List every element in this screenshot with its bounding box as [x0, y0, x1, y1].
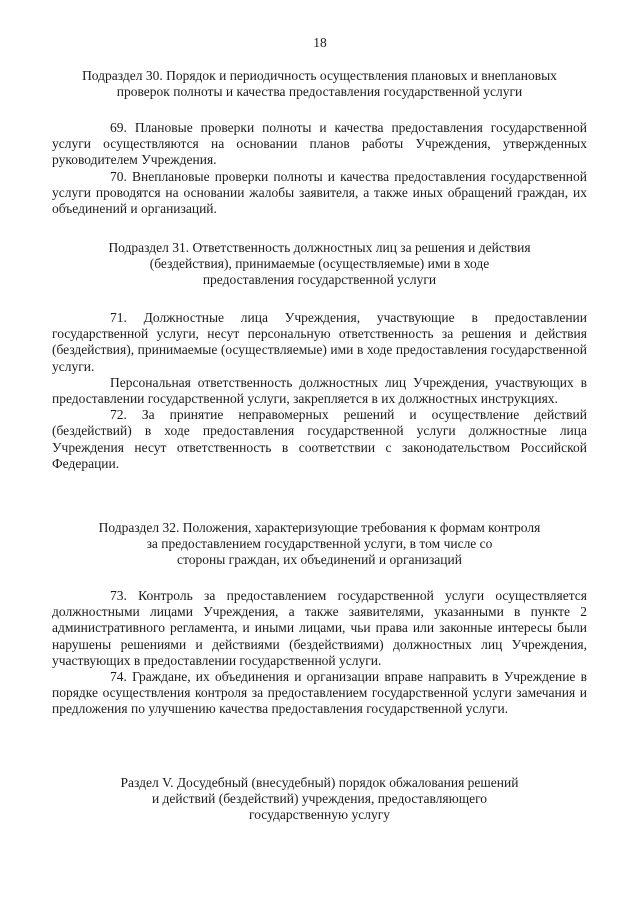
heading-line: (бездействия), принимаемые (осуществляемые) ими в ходе — [149, 256, 490, 272]
subsection-31-body — [52, 310, 587, 472]
heading-line: государственную услугу — [249, 807, 390, 823]
heading-line: и действий (бездействий) учреждения, предоставляющего — [151, 791, 488, 807]
paragraph-71: 71. Должностные лица Учреждения, участвующие в предоставлении государственной услуги, несут персональную ответственность за решения и действия (бездействия), принимаемые (осуществляемые) ими в ходе предоставления государственной услуги. — [52, 310, 587, 374]
heading-line: за предоставлением государственной услуги, в том числе со — [146, 536, 493, 552]
subsection-32-heading — [52, 520, 587, 569]
heading-line: предоставления государственной услуги — [202, 272, 437, 288]
paragraph-74: 74. Граждане, их объединения и организации вправе направить в Учреждение в порядке осуществления контроля за предоставлением государственной услуги замечания и предложения по улучшению качества предоставления государственной услуги. — [52, 669, 587, 717]
heading-line: стороны граждан, их объединений и организаций — [177, 552, 462, 568]
paragraph-69: 69. Плановые проверки полноты и качества предоставления государственной услуги осуществляются на основании планов работы Учреждения, утвержденных руководителем Учреждения. — [52, 120, 587, 168]
heading-line: Подраздел 32. Положения, характеризующие требования к формам контроля — [98, 520, 541, 535]
subsection-30-body — [52, 120, 587, 217]
heading-line: Подраздел 31. Ответственность должностных лиц за решения и действия — [108, 240, 531, 255]
paragraph-70: 70. Внеплановые проверки полноты и качества предоставления государственной услуги проводятся на основании жалобы заявителя, а также иных обращений граждан, их объединений и организаций. — [52, 168, 587, 217]
section-5-heading — [52, 775, 587, 824]
heading-line: Подраздел 30. Порядок и периодичность осуществления плановых и внеплановых — [82, 68, 557, 83]
subsection-32-body — [52, 588, 587, 718]
page-number: 18 — [313, 35, 327, 50]
subsection-30-heading — [52, 68, 587, 100]
paragraph-personal-responsibility: Персональная ответственность должностных лиц Учреждения, участвующих в предоставлении государственной услуги, закрепляется в их должностных инструкциях. — [52, 374, 587, 407]
heading-line: проверок полноты и качества предоставления государственной услуги — [116, 84, 523, 100]
subsection-31-heading — [52, 240, 587, 289]
paragraph-73: 73. Контроль за предоставлением государственной услуги осуществляется должностными лицами Учреждения, а также заявителями, указанными в пункте 2 административного регламента, и иными лицами, чьи права или законные интересы были нарушены решениями и действиями (бездействиями) должностных лиц Учреждения, участвующих в предоставлении государственной услуги. — [52, 588, 587, 668]
paragraph-72: 72. За принятие неправомерных решений и осуществление действий (бездействий) в ходе предоставления государственной услуги должностные лица Учреждения несут ответственность в соответствии с законодательством Российской Федерации. — [52, 407, 587, 471]
heading-line: Раздел V. Досудебный (внесудебный) порядок обжалования решений — [120, 775, 519, 790]
